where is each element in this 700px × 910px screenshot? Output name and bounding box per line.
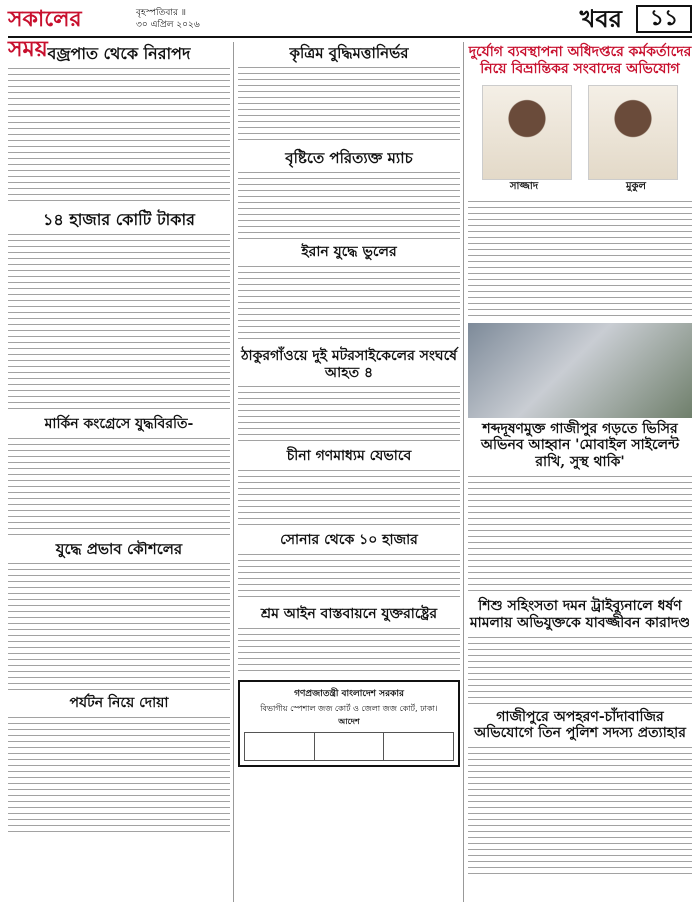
headline: সোনার থেকে ১০ হাজার: [280, 532, 418, 549]
headline: ঠাকুরগাঁওয়ে দুই মটরসাইকেলের সংঘর্ষে আহত ৪: [241, 347, 457, 381]
column-right: [468, 42, 692, 902]
headline: বজ্রপাত থেকে নিরাপদ: [47, 44, 191, 63]
photo-caption: সাজ্জাদ: [509, 180, 539, 192]
page-number: ১১: [636, 5, 692, 33]
headline: শ্রম আইন বাস্তবায়নে যুক্তরাষ্ট্রের: [260, 605, 438, 622]
article-body: [8, 561, 230, 691]
portrait-photo: [482, 85, 572, 180]
article-body: [8, 436, 230, 536]
article-body: [238, 170, 460, 240]
headline: মার্কিন কংগ্রেসে যুদ্ধবিরতি-: [44, 416, 194, 433]
headline: যুদ্ধে প্রভাব কৌশলের: [55, 540, 183, 559]
dateline: বৃহস্পতিবার ॥ ৩০ এপ্রিল ২০২৬: [136, 8, 200, 30]
article-body: [238, 264, 460, 344]
headline: বৃষ্টিতে পরিত্যক্ত ম্যাচ: [285, 149, 413, 167]
headline: পর্যটন নিয়ে দোয়া: [69, 695, 169, 712]
headline: ১৪ হাজার কোটি টাকার: [43, 210, 195, 230]
headline: দুর্যোগ ব্যবস্থাপনা অধিদপ্তরে কর্মকর্তাদের নিয়ে বিভ্রান্তিকর সংবাদের অভিযোগ: [468, 44, 692, 77]
article-body: [238, 468, 460, 528]
column-middle: [238, 42, 460, 902]
notice-table: [244, 732, 454, 761]
article-body: [8, 66, 230, 206]
headline: চীনা গণমাধ্যম যেভাবে: [286, 448, 412, 465]
article-body: [238, 65, 460, 145]
article-body: [8, 715, 230, 835]
section-title: খবর: [579, 5, 622, 33]
column-divider: [463, 42, 464, 902]
article-body: [468, 635, 692, 705]
article-body: [8, 232, 230, 412]
article-body: [238, 626, 460, 676]
column-divider: [233, 42, 234, 902]
legal-notice: গণপ্রজাতন্ত্রী বাংলাদেশ সরকার বিভাগীয় স্পেশাল জজ কোর্ট ও জেলা জজ কোর্ট, ঢাকা। আদেশ: [238, 680, 460, 767]
headline: শিশু সহিংসতা দমন ট্রাইব্যুনালে ধর্ষণ মামলায় অভিযুক্তকে যাবজ্জীবন কারাদণ্ড: [469, 597, 691, 631]
portrait-photo: [588, 85, 678, 180]
headline: শব্দদূষণমুক্ত গাজীপুর গড়তে ভিসির অভিনব আহ্বান 'মোবাইল সাইলেন্ট রাখি, সুস্থ থাকি': [480, 420, 680, 471]
headline: গাজীপুরে অপহরণ-চাঁদাবাজির অভিযোগে তিন পুলিশ সদস্য প্রত্যাহার: [474, 708, 686, 742]
event-photo: [468, 323, 692, 418]
portrait-photos: [468, 81, 692, 196]
article-body: [468, 199, 692, 319]
photo-caption: মুকুল: [626, 180, 646, 192]
article-body: [468, 745, 692, 875]
newspaper-logo: সকালের সময়: [8, 6, 82, 62]
headline: কৃত্রিম বুদ্ধিমত্তানির্ভর: [289, 44, 409, 62]
article-body: [238, 552, 460, 602]
column-left: [8, 42, 230, 902]
article-body: [468, 474, 692, 594]
article-body: [238, 384, 460, 444]
headline: ইরান যুদ্ধে ভুলের: [301, 244, 397, 260]
